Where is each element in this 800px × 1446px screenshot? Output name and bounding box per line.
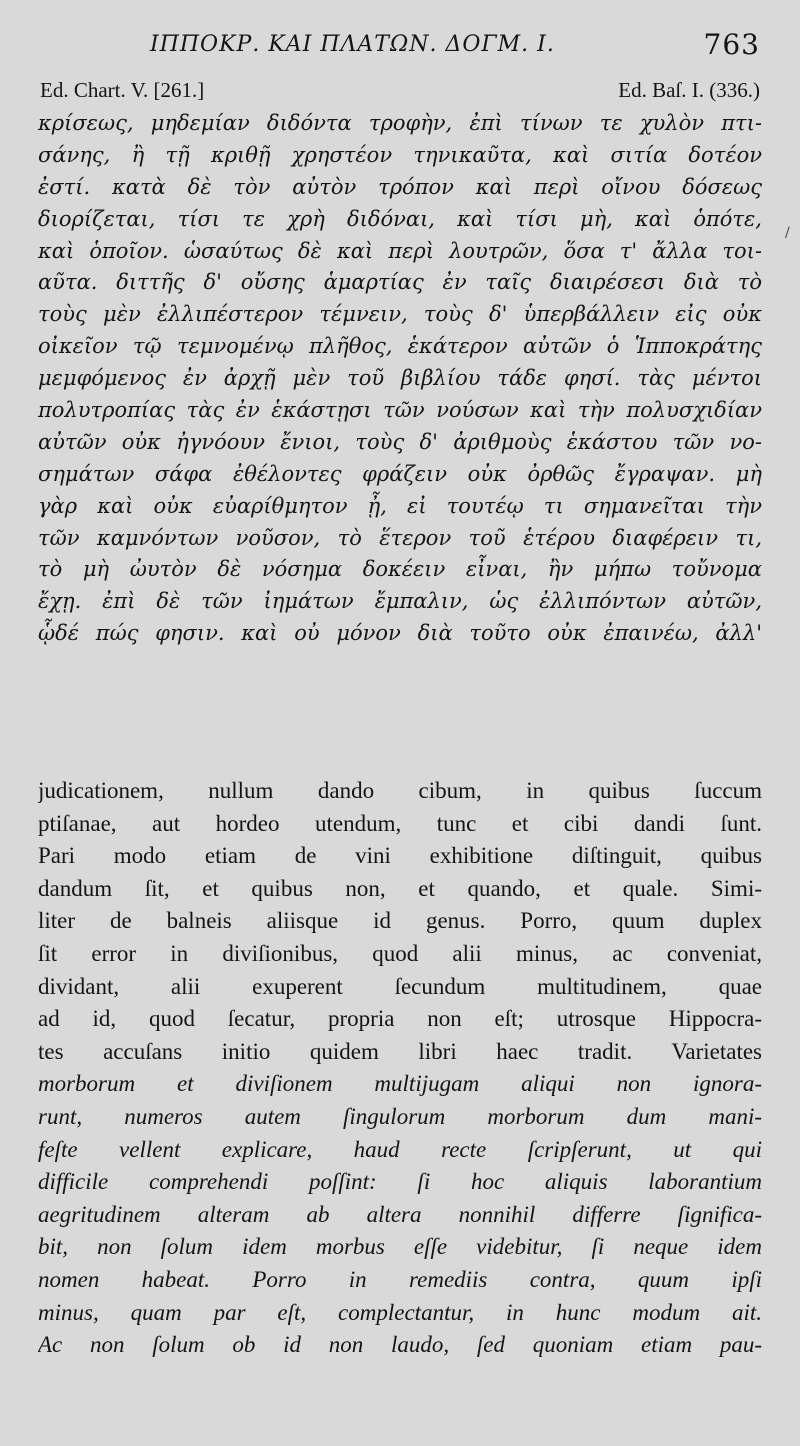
greek-line: ἔχῃ. ἐπὶ δὲ τῶν ἰημάτων ἔμπαλιν, ὡς ἐλλιπόντων αὐτῶν, xyxy=(38,589,762,614)
latin-line: morborum et diviſionem multijugam aliqui non ignora- xyxy=(38,1071,762,1097)
latin-line: dandum ſit, et quibus non, et quando, et quale. Simi- xyxy=(38,875,762,901)
running-head xyxy=(0,28,800,68)
greek-line: αῦτα. διττῆς δ' οὔσης ἁμαρτίας ἐν ταῖς διαιρέσεσι διὰ τὸ xyxy=(38,270,762,295)
greek-line: διορίζεται, τίσι τε χρὴ διδόναι, καὶ τίσι μὴ, καὶ ὁπότε, xyxy=(38,206,762,231)
greek-line: τὸ μὴ ὠυτὸν δὲ νόσημα δοκέειν εἶναι, ἢν μήπω τοὔνομα xyxy=(38,557,762,582)
edition-basel: Ed. Baſ. I. (336.) xyxy=(618,78,760,102)
latin-line: Ac non ſolum ob id non laudo, ſed quoniam etiam pau- xyxy=(38,1332,762,1358)
edition-line xyxy=(40,78,760,104)
running-title: ΙΠΠΟΚΡ. ΚΑΙ ΠΛΑΤΩΝ. ΔΟΓΜ. Ι. xyxy=(150,32,555,57)
latin-line: dividant, alii exuperent ſecundum multitudinem, quae xyxy=(38,973,762,999)
greek-line: γὰρ καὶ οὐκ εὐαρίθμητον ᾖ, εἰ τουτέῳ τι σημανεῖται τὴν xyxy=(38,493,762,518)
greek-line: πολυτροπίας τὰς ἐν ἑκάστῃσι τῶν νούσων καὶ τὴν πολυσχιδίαν xyxy=(38,398,762,423)
greek-line: ᾧδέ πώς φησιν. καὶ οὐ μόνον διὰ τοῦτο οὐκ ἐπαινέω, ἀλλ' xyxy=(38,621,762,646)
greek-line: σάνης, ἢ τῇ κριθῇ χρηστέον τηνικαῦτα, καὶ σιτία δοτέον xyxy=(38,142,762,167)
greek-text-block xyxy=(38,108,762,650)
latin-line: ad id, quod ſecatur, propria non eſt; utrosque Hippocra- xyxy=(38,1006,762,1032)
margin-mark: / xyxy=(785,225,790,241)
latin-line: nomen habeat. Porro in remediis contra, quum ipſi xyxy=(38,1266,762,1292)
page-number: 763 xyxy=(703,28,760,61)
latin-line: ſit error in diviſionibus, quod alii minus, ac conveniat, xyxy=(38,940,762,966)
latin-line: feſte vellent explicare, haud recte ſcripſerunt, ut qui xyxy=(38,1136,762,1162)
latin-line: minus, quam par eſt, complectantur, in hunc modum ait. xyxy=(38,1299,762,1325)
greek-line: τῶν καμνόντων νοῦσον, τὸ ἕτερον τοῦ ἑτέρου διαφέρειν τι, xyxy=(38,525,762,550)
latin-line: Pari modo etiam de vini exhibitione diſtinguit, quibus xyxy=(38,843,762,869)
greek-line: τοὺς μὲν ἐλλιπέστερον τέμνειν, τοὺς δ' ὑπερβάλλειν εἰς οὐκ xyxy=(38,302,762,327)
greek-line: σημάτων σάφα ἐθέλοντες φράζειν οὐκ ὀρθῶς ἔγραψαν. μὴ xyxy=(38,461,762,486)
latin-line: difficile comprehendi poſſint: ſi hoc aliquis laborantium xyxy=(38,1169,762,1195)
greek-line: μεμφόμενος ἐν ἀρχῇ μὲν τοῦ βιβλίου τάδε φησί. τὰς μέντοι xyxy=(38,366,762,391)
latin-line: tes accuſans initio quidem libri haec tradit. Varietates xyxy=(38,1038,762,1064)
greek-line: αὐτῶν οὐκ ἠγνόουν ἔνιοι, τοὺς δ' ἀριθμοὺς ἑκάστου τῶν νο- xyxy=(38,429,762,454)
latin-line: judicationem, nullum dando cibum, in quibus ſuccum xyxy=(38,778,762,803)
latin-line: bit, non ſolum idem morbus eſſe videbitur, ſi neque idem xyxy=(38,1234,762,1260)
greek-line: κρίσεως, μηδεμίαν διδόντα τροφὴν, ἐπὶ τίνων τε χυλὸν πτι- xyxy=(38,111,762,135)
edition-chartier: Ed. Chart. V. [261.] xyxy=(40,78,205,102)
greek-line: καὶ ὁποῖον. ὡσαύτως δὲ καὶ περὶ λουτρῶν, ὅσα τ' ἄλλα τοι- xyxy=(38,238,762,263)
latin-line: aegritudinem alteram ab altera nonnihil differre ſignifica- xyxy=(38,1201,762,1227)
greek-line: οἰκεῖον τῷ τεμνομένῳ πλῆθος, ἑκάτερον αὐτῶν ὁ Ἱπποκράτης xyxy=(38,334,762,359)
latin-text-block xyxy=(38,775,762,1362)
latin-line: liter de balneis aliisque id genus. Porro, quum duplex xyxy=(38,908,762,934)
greek-line: ἐστί. κατὰ δὲ τὸν αὐτὸν τρόπον καὶ περὶ οἴνου δόσεως xyxy=(38,174,762,199)
latin-line: runt, numeros autem ſingulorum morborum dum mani- xyxy=(38,1103,762,1129)
latin-line: ptiſanae, aut hordeo utendum, tunc et cibi dandi ſunt. xyxy=(38,810,762,836)
